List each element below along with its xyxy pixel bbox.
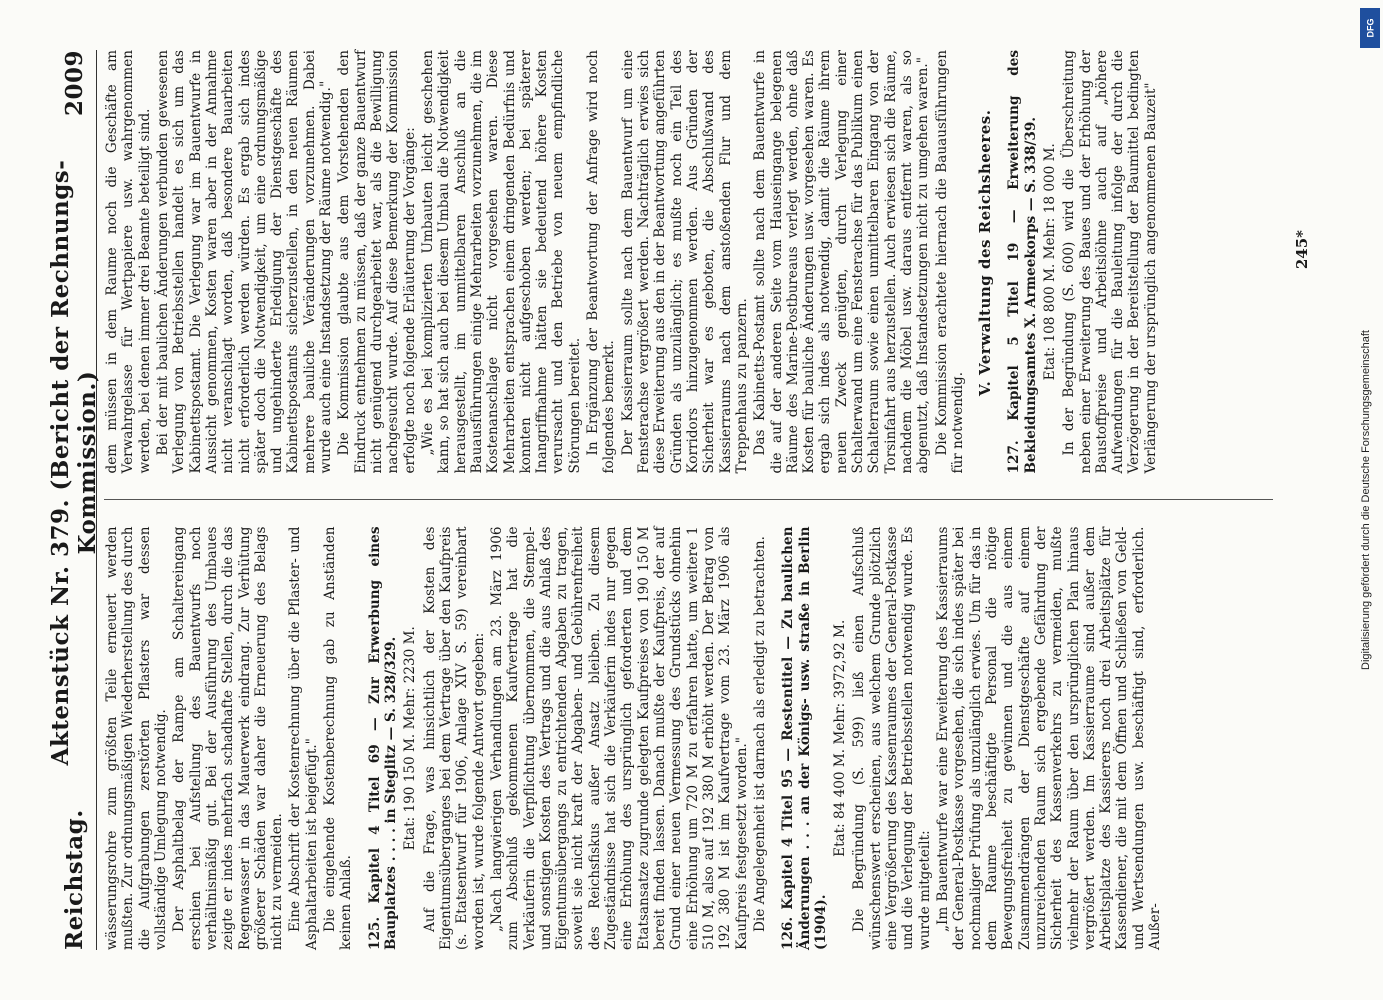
etat-line-125: Etat: 190 150 M. Mehr: 2230 M.: [402, 626, 419, 851]
entry-heading-127: 127. Kapitel 5 Titel 19 — Erweiterung des Bekleidungsamtes X. Armeekorps — S. 338/39.: [1006, 50, 1039, 474]
paragraph: Eine Abschrift der Kostenrechnung über die Pflaster- und Asphaltarbeiten ist beigefügt.": [287, 526, 320, 950]
entry-heading-126: 126. Kapitel 4 Titel 95 — Restentitel — Zu baulichen Änderungen . . . an der Königs- usw. straße in Berlin (1904).: [780, 526, 829, 950]
page-number: 2009: [60, 50, 88, 117]
paragraph: wässerungsrohre zum größten Teile erneuert werden mußten. Zur ordnungsmäßigen Wiederherstellung des durch die Aufgrabungen zerstörten Pflasters war dessen vollständige Umlegung notwendig.: [104, 526, 169, 950]
paragraph: dem müssen in dem Raume noch die Geschäfte am Verwahrgelasse für Wertpapiere usw. wahrgenommen werden, bei denen immer drei Beamte beteiligt sind.: [104, 50, 153, 474]
paragraph: Die Angelegenheit ist darnach als erledigt zu betrachten.: [751, 536, 768, 932]
paragraph: Der Asphaltbelag der Rampe am Schaltereingang erschien bei Aufstellung des Bauentwurfs noch verhältnismäßig gut. Bei der Ausführung des Umbaues zeigte er indes mehrfach schadhafte Stellen, durch die das Regenwasser in das Mauerwerk eindrang. Zur Verhütung größerer Schäden war daher die Erneuerung des Belags nicht zu vermeiden.: [171, 526, 286, 950]
paragraph: Die Kommission glaubte aus dem Vorstehenden den Eindruck entnehmen zu müssen, daß der ganze Bauentwurf nicht genügend durchgearbeitet war, als die Bewilligung nachgesucht wurde. Auf diese Bemerkung der Kommission erfolgte noch folgende Erläuterung der Vorgänge:: [336, 50, 418, 474]
signature-mark: 245*: [1293, 230, 1311, 270]
paragraph: Das Kabinetts-Postamt sollte nach dem Bauentwurfe in die auf der anderen Seite vom Hauseingange belegenen Räume des Marine-Postbureaus verlegt werden, ohne daß Kosten für bauliche Änderungen usw. vorgesehen waren. Es ergab sich indes als notwendig, damit die Räume ihrem neuen Zweck genügten, durch Verlegung einer Schalterwand um eine Fensterachse für das Publikum einen Schalterraum sowie einen unmittelbaren Eingang von der Torsinfahrt aus herzustellen. Auch erwiesen sich die Räume, nachdem die Möbel usw. daraus entfernt waren, als so abgenutzt, daß Instandsetzungen nicht zu umgehen waren.": [752, 50, 932, 474]
paragraph: „Nach langwierigen Verhandlungen am 23. März 1906 zum Abschluß gekommenen Kaufvertrage hat die Verkäuferin die Verpflichtung übernommen, die Stempel- und sonstigen Kosten des Vertrags und die aus Anlaß des Eigentumsübergangs zu entrichtenden Abgaben zu tragen, soweit sie nicht kraft der Abgaben- und Gebührenfreiheit des Reichsfiskus außer Ansatz bleiben. Zu diesem Zugeständnisse hat sich die Verkäuferin indes nur gegen eine Erhöhung des ursprünglich geforderten und dem Etatsansatze zugrunde gelegten Kaufpreises von 190 150 M bereit finden lassen. Danach mußte der Kaufpreis, der auf Grund einer neuen Vermessung des Grundstücks ohnehin eine Erhöhung um 720 M zu erfahren hatte, um weitere 1 510 M, also auf 192 380 M erhöht werden. Der Betrag von 192 380 M ist im Kaufvertrage vom 23. März 1906 als Kaufpreis festgesetzt worden.": [488, 526, 750, 950]
digitization-note-text: Digitalisierung gefördert durch die Deutsche Forschungsgemeinschaft: [1360, 330, 1372, 670]
etat-line-126: Etat: 84 400 M. Mehr: 3972,92 M.: [832, 619, 849, 857]
paragraph: „Im Bauentwurfe war eine Erweiterung des Kassierraums der General-Postkasse vorgesehen, die sich indes später bei nochmaliger Prüfung als unzulänglich erwies. Um für das in dem Raume beschäftigte Personal die nötige Bewegungsfreiheit zu gewinnen und die aus einem Zusammendrängen der Dienstgeschäfte auf einem unzureichenden Raum sich ergebende Gefährdung der Sicherheit des Kassenverkehrs zu vermeiden, mußte vielmehr der Raum über den ursprünglichen Plan hinaus vergrößert werden. Im Kassierraume sind außer dem Arbeitsplatze des Kassierers noch drei Arbeitsplätze für Kassendiener, die mit dem Öffnen und Schließen von Geld- und Wertsendungen usw. beschäftigt sind, erforderlich. Außer-: [935, 526, 1164, 950]
etat-line-127: Etat: 108 800 M. Mehr: 18 000 M.: [1041, 143, 1058, 381]
header-title: Aktenstück Nr. 379. (Bericht der Rechnungs-Kommission.): [47, 159, 101, 766]
paragraph: In Ergänzung der Beantwortung der Anfrage wird noch folgendes bemerkt.: [585, 50, 618, 474]
header-left: Reichstag.: [60, 809, 88, 950]
column-divider: [104, 500, 1273, 501]
entry-heading-125: 125. Kapitel 4 Titel 69 — Zur Erwerbung eines Bauplatzes . . . . in Steglitz — S. 328/329.: [366, 526, 399, 950]
dfg-logo: [1360, 8, 1380, 48]
text-columns: [104, 50, 1273, 950]
dfg-logo-text: DFG: [1365, 18, 1375, 38]
paragraph: Bei der mit baulichen Änderungen verbunden gewesenen Verlegung von Betriebsstellen handelt es sich um das Kabinettspostamt. Die Verlegung war im Bauentwurfe in Aussicht genommen, Kosten waren aber in der Annahme nicht veranschlagt worden, daß besondere Bauarbeiten nicht erforderlich werden würden. Es ergab sich indes später doch die Notwendigkeit, um eine ordnungsmäßige und ungehinderte Erledigung der Dienstgeschäfte des Kabinettspostamts sicherzustellen, in den neuen Räumen mehrere bauliche Veränderungen vorzunehmen. Dabei wurde auch eine Instandsetzung der Räume notwendig.": [154, 50, 335, 474]
paragraph: Der Kassierraum sollte nach dem Bauentwurf um eine Fensterachse vergrößert werden. Nachträglich erwies sich diese Erweiterung aus den in der Beantwortung angeführten Gründen als unzulänglich; es mußte noch ein Teil des Korridors hinzugenommen werden. Aus Gründen der Sicherheit war es geboten, die Abschlußwand des Kassierraums nach dem anstoßenden Flur und dem Treppenhaus zu panzern.: [619, 50, 750, 474]
paragraph: Die Kommission erachtete hiernach die Bauausführungen für notwendig.: [933, 50, 966, 474]
paragraph: In der Begründung (S. 600) wird die Überschreitung neben einer Erweiterung des Baues und der Erhöhung der Baustoffpreise und Arbeitslöhne auch auf „höhere Aufwendungen für die Bauleitung infolge der durch die Verzögerung in der Bereitstellung der Baumittel bedingten Verlängerung der ursprünglich angenommenen Bauzeit": [1061, 50, 1159, 474]
paragraph: „Wie es bei komplizierten Umbauten leicht geschehen kann, so hat sich auch bei diesem Umbau die Notwendigkeit herausgestellt, im unmittelbaren Anschluß an die Bauausführungen einige Mehrarbeiten vorzunehmen, die im Kostenanschlage nicht vorgesehen waren. Diese Mehrarbeiten entsprachen einem dringenden Bedürfnis und konnten nicht aufgeschoben werden; bei späterer Inangriffnahme hätten sie bedeutend höhere Kosten verursacht und den Betriebe von neuem empfindliche Störungen bereitet.: [419, 50, 583, 474]
paragraph: Die eingehende Kostenberechnung gab zu Anständen keinen Anlaß.: [322, 526, 355, 950]
digitization-note: [1355, 0, 1377, 1000]
page-header: [47, 50, 101, 950]
left-column: [104, 527, 1273, 951]
section-heading: V. Verwaltung des Reichsheeres.: [976, 109, 995, 396]
paragraph: Die Begründung (S. 599) ließ einen Aufschluß wünschenswert erscheinen, aus welchem Grunde plötzlich eine Vergrößerung des Kassenraumes der General-Postkasse und die Verlegung der Betriebsstellen notwendig wurde. Es wurde mitgeteilt:: [851, 526, 933, 950]
right-column: [104, 50, 1273, 474]
paragraph: Auf die Frage, was hinsichtlich der Kosten des Eigentumsüberganges bei dem Vertrage über den Kaufpreis (s. Etatsentwurf für 1906, Anlage XIV S. 59) vereinbart worden ist, wurde folgende Antwort gegeben:: [421, 526, 487, 950]
